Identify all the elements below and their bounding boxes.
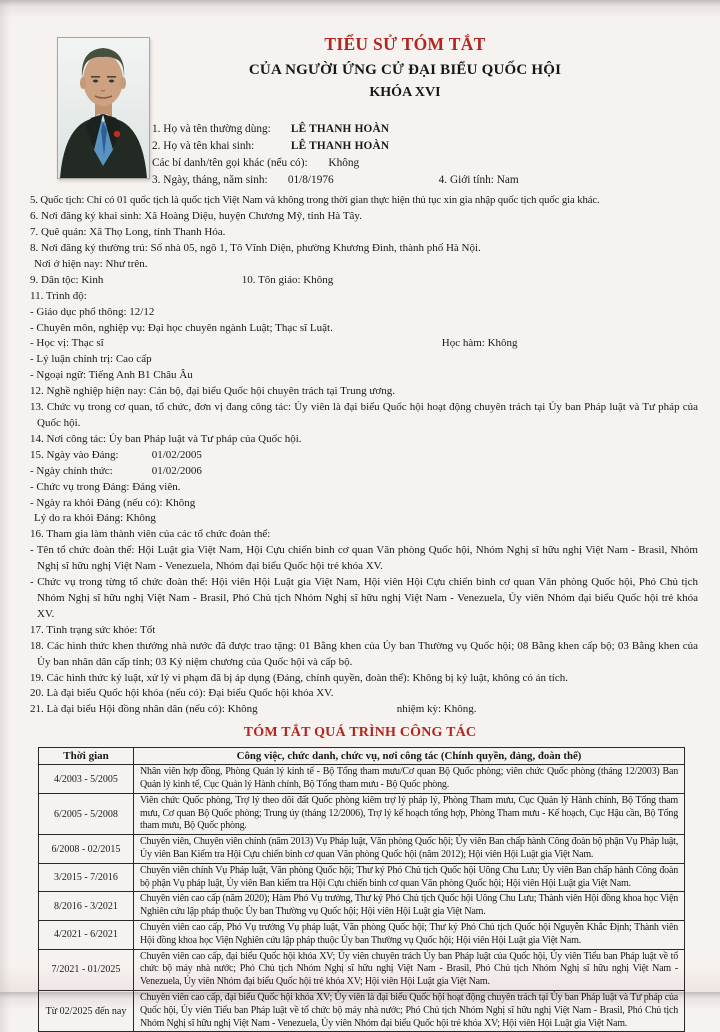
field-foreign-language: - Ngoại ngữ: Tiếng Anh B1 Châu Âu	[30, 369, 193, 382]
identity-block	[152, 121, 700, 190]
field-council	[30, 702, 698, 718]
party-official-value: 01/02/2006	[151, 464, 202, 477]
party-join-value: 01/02/2005	[151, 448, 202, 461]
alias-line	[152, 155, 700, 172]
field-academic-title: Học hàm: Không	[441, 337, 518, 350]
party-official-label: - Ngày chính thức:	[30, 464, 113, 477]
field-party-official	[30, 464, 698, 480]
career-description-cell: Chuyên viên cao cấp, đại biểu Quốc hội khóa XV; Ủy viên là đại biểu Quốc hội hoạt động chuyên trách tại Ủy ban Pháp luật và Tư pháp của Quốc hội, Ủy viên Tiểu ban Pháp luật về tổ chức bộ máy nhà nước; Phó Chủ tịch Nhóm Nghị sĩ hữu nghị Việt Nam - Brasil, Phó Chủ tịch Nhóm Nghị sĩ hữu nghị Việt Nam - Venezuela, Ủy viên Nhóm đại biểu Quốc hội trẻ khóa XV; Hội viên Hội Luật gia Việt Nam.	[134, 990, 685, 1031]
dob-gender-line	[152, 172, 700, 189]
career-header-row	[39, 748, 685, 765]
alias-label: Các bí danh/tên gọi khác (nếu có):	[152, 156, 308, 169]
field-health: 17. Tình trạng sức khỏe: Tốt	[30, 623, 156, 636]
common-name-value: LÊ THANH HOÀN	[290, 122, 390, 135]
career-description-cell: Chuyên viên cao cấp, Phó Vụ trưởng Vụ pháp luật, Văn phòng Quốc hội; Thư ký Phó Chủ tịch Quốc hội Nguyễn Khắc Định; Thành viên Hội đồng khoa học Viện Nghiên cứu lập pháp thuộc Ủy ban Thường vụ Quốc hội; Hội viên Hội Luật gia Việt Nam.	[134, 920, 685, 949]
field-general-education: - Giáo dục phổ thông: 12/12	[30, 305, 155, 318]
details-list	[30, 193, 698, 718]
career-table	[38, 747, 685, 1032]
field-current-residence: Nơi ở hiện nay: Như trên.	[34, 257, 148, 270]
career-row	[39, 765, 685, 794]
gender-value: 4. Giới tính: Nam	[438, 174, 519, 187]
career-period-cell: 8/2016 - 3/2021	[39, 892, 134, 921]
career-description-cell: Nhân viên hợp đồng, Phòng Quản lý kinh tế - Bộ Tổng tham mưu/Cơ quan Bộ Quốc phòng; viên chức Quốc phòng (tháng 12/2003) Ban Quản lý kinh tế, Cục Quản lý Hành chính, Bộ Tổng tham mưu - Bộ Quốc phòng.	[134, 765, 685, 794]
career-description-cell: Viên chức Quốc phòng, Trợ lý theo dõi đất Quốc phòng kiêm trợ lý pháp lý, Phòng Tham mưu, Cục Quản lý Hành chính, Bộ Tổng tham mưu, Cơ quan Bộ Quốc phòng; Trung úy (tháng 12/2006), Trợ lý kế hoạch tổng hợp, Phòng Tham mưu - Kế hoạch, Cục Hậu cần, Bộ Tổng tham mưu, Bộ Quốc phòng.	[134, 793, 685, 834]
field-organizations-names: - Tên tổ chức đoàn thể: Hội Luật gia Việt Nam, Hội Cựu chiến binh cơ quan Văn phòng Quốc hội, Nhóm Nghị sĩ hữu nghị Việt Nam - Brasil, Nhóm Nghị sĩ hữu nghị Việt Nam - Venezuela, Nhóm đại biểu Quốc hội trẻ khóa XV.	[30, 544, 698, 573]
field-hometown: 7. Quê quán: Xã Thọ Long, tỉnh Thanh Hóa.	[30, 226, 226, 239]
header-description: Công việc, chức danh, chức vụ, nơi công tác (Chính quyền, đảng, đoàn thể)	[134, 748, 685, 765]
career-description-cell: Chuyên viên cao cấp (năm 2020); Hàm Phó Vụ trưởng, Thư ký Phó Chủ tịch Quốc hội Uông Chu Lưu; Thành viên Hội đồng khoa học Viện Nghiên cứu lập pháp thuộc Ủy ban Thường vụ Quốc hội; Hội viên Hội Luật gia Việt Nam.	[134, 892, 685, 921]
career-row	[39, 892, 685, 921]
career-description-cell: Chuyên viên chính Vụ Pháp luật, Văn phòng Quốc hội; Thư ký Phó Chủ tịch Quốc hội Uông Chu Lưu; Ủy viên Ban chấp hành Công đoàn bộ phận Vụ pháp luật, Ủy viên Ban kiểm tra Hội Cựu chiến binh cơ quan Văn phòng Quốc hội; Hội viên Hội Luật gia Việt Nam.	[134, 863, 685, 892]
candidate-photo	[57, 37, 150, 179]
birth-name-line	[152, 138, 700, 155]
field-awards: 18. Các hình thức khen thưởng nhà nước đã được trao tặng: 01 Bằng khen của Ủy ban Thường vụ Quốc hội; 08 Bằng khen cấp bộ; 03 Bằng khen của Ủy ban nhân dân cấp tỉnh; 03 Kỷ niệm chương của Quốc hội và cấp bộ.	[30, 639, 698, 668]
dob-label: 3. Ngày, tháng, năm sinh:	[152, 174, 268, 187]
career-row	[39, 949, 685, 990]
field-birth-registration: 6. Nơi đăng ký khai sinh: Xã Hoàng Diệu, huyện Chương Mỹ, tỉnh Hà Tây.	[30, 210, 362, 223]
career-row	[39, 793, 685, 834]
field-na-deputy: 20. Là đại biểu Quốc hội khóa (nếu có): Đại biểu Quốc hội khóa XV.	[30, 687, 334, 700]
field-professional: - Chuyên môn, nghiệp vụ: Đại học chuyên ngành Luật; Thạc sĩ Luật.	[30, 321, 333, 334]
career-description-cell: Chuyên viên cao cấp, đại biểu Quốc hội khóa XV; Ủy viên chuyên trách Ủy ban Pháp luật của Quốc hội, Ủy viên Tiểu ban Pháp luật về tổ chức bộ máy nhà nước; Phó Chủ tịch Nhóm Nghị sĩ hữu nghị Việt Nam - Brasil, Phó Chủ tịch Nhóm Nghị sĩ hữu nghị Việt Nam - Venezuela, Ủy viên Nhóm đại biểu Quốc hội trẻ khóa XV; Hội viên Hội Luật gia Việt Nam.	[134, 949, 685, 990]
dob-value: 01/8/1976	[287, 174, 334, 187]
career-row	[39, 990, 685, 1031]
career-period-cell: 4/2003 - 5/2005	[39, 765, 134, 794]
alias-value: Không	[328, 156, 360, 169]
field-education-heading: 11. Trình độ:	[30, 289, 87, 302]
field-current-occupation: 12. Nghề nghiệp hiện nay: Cán bộ, đại biểu Quốc hội chuyên trách tại Trung ương.	[30, 385, 395, 398]
header-period: Thời gian	[39, 748, 134, 765]
field-ethnicity: 9. Dân tộc: Kinh	[30, 273, 104, 286]
career-period-cell: 6/2008 - 02/2015	[39, 835, 134, 864]
party-join-label: 15. Ngày vào Đảng:	[30, 448, 119, 461]
document-title: TIỂU SỬ TÓM TẮT	[324, 34, 486, 54]
field-permanent-residence: 8. Nơi đăng ký thường trú: Số nhà 05, ngõ 1, Tô Vĩnh Diện, phường Khương Đình, thành phố Hà Nội.	[30, 242, 481, 255]
field-council-deputy: 21. Là đại biểu Hội đồng nhân dân (nếu có): Không	[30, 703, 258, 716]
document-subtitle: CỦA NGƯỜI ỨNG CỬ ĐẠI BIỂU QUỐC HỘI	[248, 61, 562, 78]
field-political-theory: - Lý luận chính trị: Cao cấp	[30, 353, 152, 366]
career-section-title: TÓM TẮT QUÁ TRÌNH CÔNG TÁC	[243, 725, 477, 741]
career-table-head	[39, 748, 685, 765]
career-period-cell: Từ 02/2025 đến nay	[39, 990, 134, 1031]
field-degree-title	[30, 336, 698, 352]
field-nationality: 5. Quốc tịch: Chỉ có 01 quốc tịch là quốc tịch Việt Nam và không trong thời gian thực hiện thủ tục xin gia nhập quốc tịch quốc gia khác.	[30, 194, 600, 207]
portrait-illustration	[58, 38, 149, 178]
document-term: KHÓA XVI	[369, 84, 441, 100]
birth-name-label: 2. Họ và tên khai sinh:	[152, 139, 255, 152]
career-row	[39, 920, 685, 949]
field-party-leave-reason: Lý do ra khỏi Đảng: Không	[34, 512, 156, 525]
career-period-cell: 3/2015 - 7/2016	[39, 863, 134, 892]
career-period-cell: 4/2021 - 6/2021	[39, 920, 134, 949]
field-ethnic-religion	[30, 273, 698, 289]
career-row	[39, 835, 685, 864]
career-description-cell: Chuyên viên, Chuyên viên chính (năm 2013) Vụ Pháp luật, Văn phòng Quốc hội; Ủy viên Ban chấp hành Công đoàn bộ phận Vụ Pháp luật, Ủy viên Ban Kiểm tra Hội Cựu chiến binh cơ quan Văn phòng Quốc hội (năm 2012); Hội viên Hội Luật gia Việt Nam.	[134, 835, 685, 864]
common-name-line	[152, 121, 700, 138]
field-organizations-heading: 16. Tham gia làm thành viên của các tổ chức đoàn thể:	[30, 528, 271, 541]
field-religion: 10. Tôn giáo: Không	[241, 273, 334, 286]
field-party-join	[30, 448, 698, 464]
field-party-leave: - Ngày ra khỏi Đảng (nếu có): Không	[30, 496, 196, 509]
field-organizations-roles: - Chức vụ trong từng tổ chức đoàn thể: Hội viên Hội Luật gia Việt Nam, Hội viên Hội Cựu chiến binh cơ quan Văn phòng Quốc hội, Phó Chủ tịch Nhóm Nghị sĩ hữu nghị Việt Nam - Brasil, Phó Chủ tịch Nhóm Nghị sĩ hữu nghị Việt Nam - Venezuela, Ủy viên Nhóm đại biểu Quốc hội trẻ khóa XV.	[30, 576, 698, 620]
field-workplace: 14. Nơi công tác: Ủy ban Pháp luật và Tư pháp của Quốc hội.	[30, 432, 302, 445]
field-academic-degree: - Học vị: Thạc sĩ	[30, 337, 104, 350]
field-current-position: 13. Chức vụ trong cơ quan, tổ chức, đơn vị đang công tác: Ủy viên là đại biểu Quốc hội hoạt động chuyên trách tại Ủy ban Pháp luật và Tư pháp của Quốc hội.	[30, 401, 698, 429]
field-council-term: nhiệm kỳ: Không.	[396, 703, 477, 716]
birth-name-value: LÊ THANH HOÀN	[290, 139, 390, 152]
career-row	[39, 863, 685, 892]
common-name-label: 1. Họ và tên thường dùng:	[152, 122, 271, 135]
career-period-cell: 6/2005 - 5/2008	[39, 793, 134, 834]
career-table-body	[39, 765, 685, 1032]
field-party-position: - Chức vụ trong Đảng: Đảng viên.	[30, 480, 181, 493]
career-period-cell: 7/2021 - 01/2025	[39, 949, 134, 990]
field-discipline: 19. Các hình thức kỷ luật, xử lý vi phạm đã bị áp dụng (Đảng, chính quyền, đoàn thể): Không bị kỷ luật, không có án tích.	[30, 671, 568, 684]
